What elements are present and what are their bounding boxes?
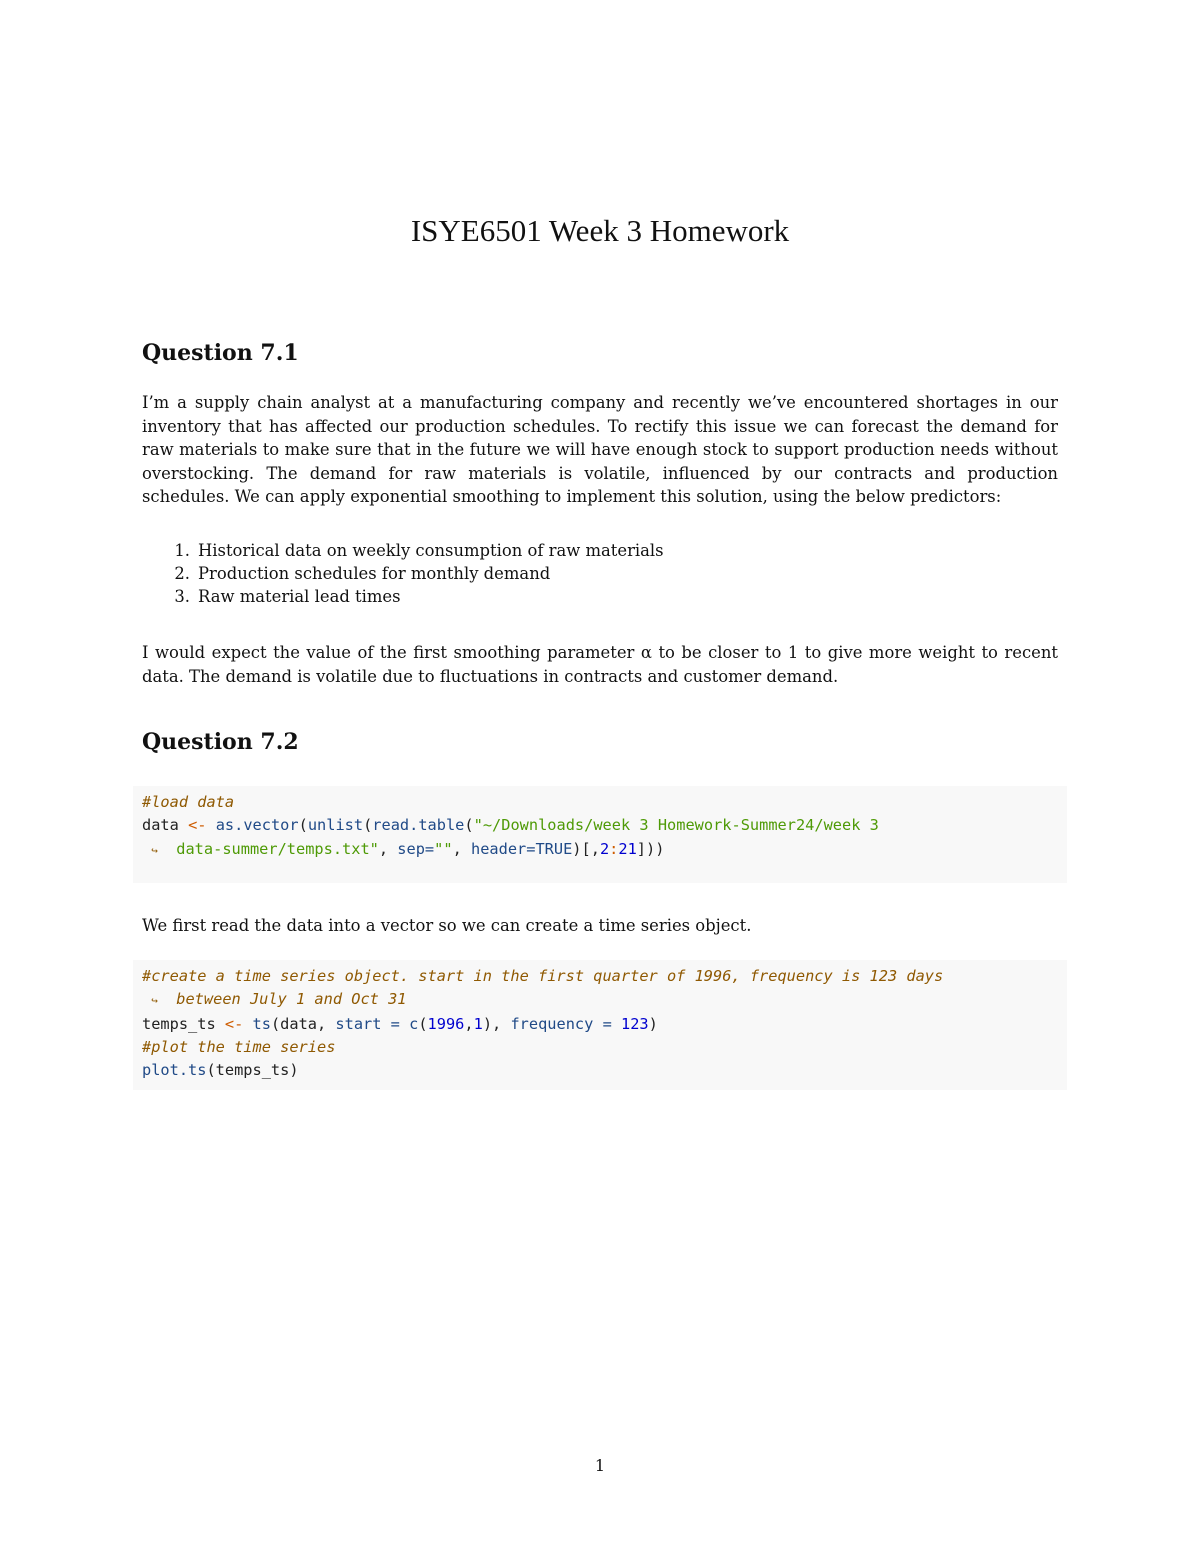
list-item-text: Historical data on weekly consumption of raw materials: [198, 541, 664, 560]
page-number: 1: [594, 1456, 606, 1475]
code-comment: #plot the time series: [142, 1037, 336, 1056]
code-line: [142, 988, 1058, 1012]
list-item-text: Raw material lead times: [198, 587, 401, 607]
question-7-2-heading: Question 7.2: [142, 729, 299, 755]
code-line: [142, 1036, 1058, 1059]
line-continuation-icon: ↪: [151, 994, 158, 1008]
list-item: [160, 562, 664, 585]
list-item: [160, 585, 664, 608]
code-line: ↪ data-summer/temps.txt", sep="", header=TRUE)[,2:21])): [151, 839, 665, 858]
code-block-load-data: [133, 786, 1067, 883]
code-line: temps_ts <- ts(data, start = c(1996,1), frequency = 123): [142, 1014, 658, 1033]
list-item-number: 2.: [174, 564, 190, 584]
question-7-1-paragraph-1: I’m a supply chain analyst at a manufacturing company and recently we’ve encountered shortages in our inventory that has affected our production schedules. To rectify this issue we can forecast the demand for raw materials to make sure that in the future we will have enough stock to support production needs without overstocking. The demand for raw materials is volatile, influenced by our contracts and production schedules. We can apply exponential smoothing to implement this solution, using the below predictors:: [142, 393, 1058, 506]
code-line: [142, 965, 1058, 988]
question-7-1-paragraph-2: I would expect the value of the first smoothing parameter α to be closer to 1 to give more weight to recent data. The demand is volatile due to fluctuations in contracts and customer demand.: [142, 643, 1058, 686]
code-line: plot.ts(temps_ts): [142, 1061, 299, 1080]
code-comment: #load data: [142, 793, 235, 811]
code-comment: #create a time series object. start in the first quarter of 1996, frequency is 123 days: [142, 967, 944, 985]
line-continuation-icon: ↪: [151, 843, 158, 857]
code-block-time-series: [133, 960, 1067, 1090]
code-line: [142, 791, 1058, 814]
list-item: [160, 539, 664, 562]
code-line: data <- as.vector(unlist(read.table("~/Downloads/week 3 Homework-Summer24/week 3: [142, 816, 879, 835]
list-item-number: 3.: [174, 587, 190, 607]
list-item-number: 1.: [174, 541, 190, 560]
predictor-list: [160, 539, 664, 609]
list-item-text: Production schedules for monthly demand: [198, 564, 551, 584]
document-title: ISYE6501 Week 3 Homework: [410, 213, 790, 248]
question-7-1-heading: Question 7.1: [142, 340, 299, 366]
question-7-2-paragraph-1: We first read the data into a vector so we can create a time series object.: [142, 916, 752, 935]
code-comment: between July 1 and Oct 31: [176, 990, 407, 1009]
